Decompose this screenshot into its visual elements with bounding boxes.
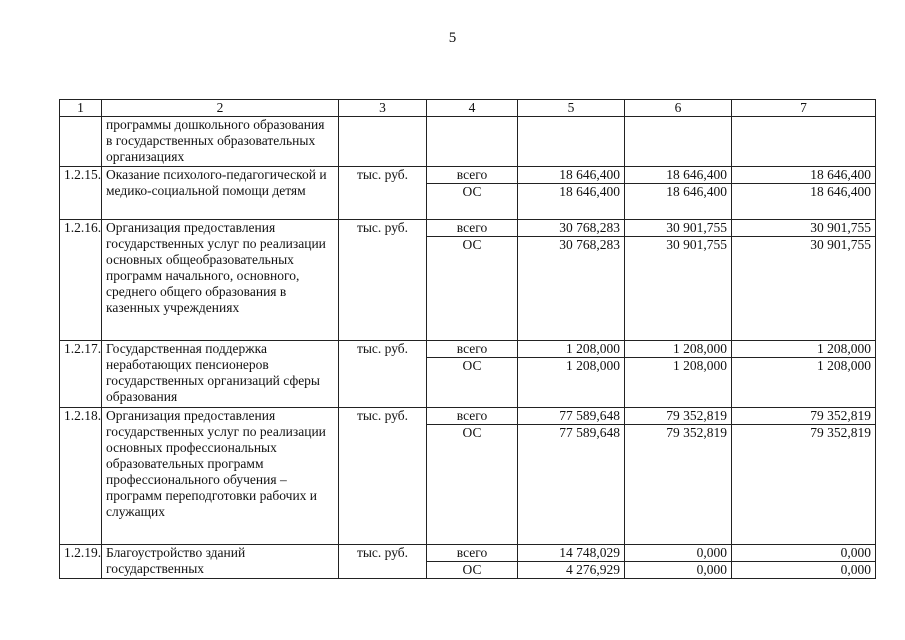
row-name: Государственная поддержка неработающих пенсионеров государственных организаций сферы образования	[102, 341, 339, 408]
row-value-6: 0,000	[625, 545, 732, 562]
row-value-5: 1 208,000	[518, 341, 625, 358]
row-code: 1.2.16.	[60, 220, 102, 341]
row-value-5: 1 208,000	[518, 358, 625, 408]
row-name: Благоустройство зданий государственных	[102, 545, 339, 579]
budget-table	[59, 99, 876, 579]
row-value-5: 30 768,283	[518, 220, 625, 237]
row-value-7: 1 208,000	[732, 358, 876, 408]
header-col-1: 1	[60, 100, 102, 117]
header-col-2: 2	[102, 100, 339, 117]
row-value-5: 18 646,400	[518, 184, 625, 220]
row-code: 1.2.18.	[60, 408, 102, 545]
table-row	[60, 341, 876, 358]
row-value-7: 30 901,755	[732, 220, 876, 237]
row-unit: тыс. руб.	[339, 545, 427, 579]
page-number: 5	[448, 30, 457, 46]
row-value-7: 0,000	[732, 545, 876, 562]
row-value-7: 18 646,400	[732, 184, 876, 220]
row-unit: тыс. руб.	[339, 408, 427, 545]
row-value-5: 18 646,400	[518, 167, 625, 184]
table-row	[60, 545, 876, 562]
row-value-7: 79 352,819	[732, 408, 876, 425]
row-type: всего	[427, 408, 518, 425]
header-col-4: 4	[427, 100, 518, 117]
row-value-6: 18 646,400	[625, 184, 732, 220]
row-type: всего	[427, 167, 518, 184]
row-value-6: 79 352,819	[625, 425, 732, 545]
row-type: ОС	[427, 237, 518, 341]
header-col-5: 5	[518, 100, 625, 117]
continuation-unit	[339, 117, 427, 167]
row-value-6: 1 208,000	[625, 341, 732, 358]
row-value-6: 1 208,000	[625, 358, 732, 408]
row-type: ОС	[427, 562, 518, 579]
table-row	[60, 220, 876, 237]
row-value-6: 30 901,755	[625, 220, 732, 237]
row-code: 1.2.19.	[60, 545, 102, 579]
table-row	[60, 408, 876, 425]
row-name: Организация предоставления государственных услуг по реализации основных общеобразовательных программ начального, основного, среднего общего образования в казенных учреждениях	[102, 220, 339, 341]
header-col-3: 3	[339, 100, 427, 117]
row-type: всего	[427, 341, 518, 358]
row-value-6: 0,000	[625, 562, 732, 579]
row-value-7: 18 646,400	[732, 167, 876, 184]
continuation-type	[427, 117, 518, 167]
row-value-7: 0,000	[732, 562, 876, 579]
continuation-v7	[732, 117, 876, 167]
row-value-5: 77 589,648	[518, 408, 625, 425]
row-value-7: 79 352,819	[732, 425, 876, 545]
row-unit: тыс. руб.	[339, 220, 427, 341]
row-type: всего	[427, 545, 518, 562]
row-value-5: 4 276,929	[518, 562, 625, 579]
continuation-code	[60, 117, 102, 167]
row-type: ОС	[427, 358, 518, 408]
continuation-v6	[625, 117, 732, 167]
table-row	[60, 167, 876, 184]
row-code: 1.2.17.	[60, 341, 102, 408]
row-value-6: 18 646,400	[625, 167, 732, 184]
row-name: Оказание психолого-педагогической и медико-социальной помощи детям	[102, 167, 339, 220]
row-unit: тыс. руб.	[339, 167, 427, 220]
row-value-7: 1 208,000	[732, 341, 876, 358]
row-value-5: 30 768,283	[518, 237, 625, 341]
row-value-5: 14 748,029	[518, 545, 625, 562]
header-row	[60, 100, 876, 117]
header-col-6: 6	[625, 100, 732, 117]
row-type: ОС	[427, 425, 518, 545]
continuation-name: программы дошкольного образования в государственных образовательных организациях	[102, 117, 339, 167]
row-code: 1.2.15.	[60, 167, 102, 220]
row-value-7: 30 901,755	[732, 237, 876, 341]
row-name: Организация предоставления государственных услуг по реализации основных профессиональных образовательных программ профессионального обучения – программ переподготовки рабочих и служащих	[102, 408, 339, 545]
row-value-5: 77 589,648	[518, 425, 625, 545]
row-value-6: 30 901,755	[625, 237, 732, 341]
row-type: ОС	[427, 184, 518, 220]
row-unit: тыс. руб.	[339, 341, 427, 408]
row-type: всего	[427, 220, 518, 237]
row-value-6: 79 352,819	[625, 408, 732, 425]
continuation-row	[60, 117, 876, 167]
continuation-v5	[518, 117, 625, 167]
header-col-7: 7	[732, 100, 876, 117]
